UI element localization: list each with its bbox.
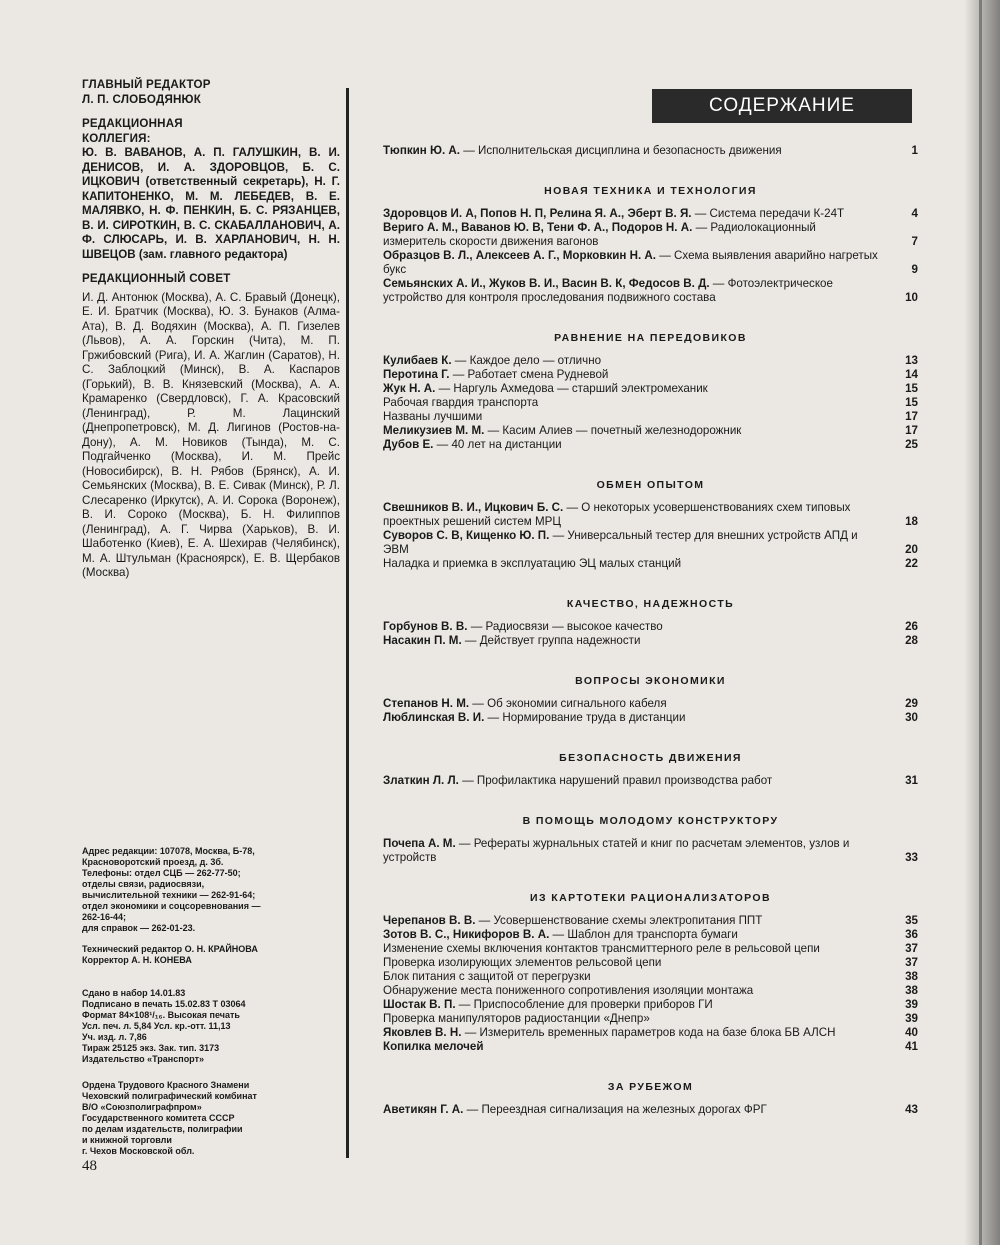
- toc-entry-title: Наладка и приемка в эксплуатацию ЭЦ малых станций: [383, 557, 682, 570]
- toc-entry-page: 31: [905, 774, 918, 787]
- toc-entry-page: 15: [905, 396, 918, 409]
- page-number: 48: [82, 1158, 97, 1174]
- toc-entry-author: Черепанов В. В.: [383, 914, 476, 927]
- toc-entry-page: 38: [905, 984, 918, 997]
- toc-entry[interactable]: [383, 424, 918, 438]
- toc-entry-text: [383, 382, 880, 396]
- toc-entry-text: [383, 557, 880, 571]
- toc-entry[interactable]: [383, 634, 918, 648]
- editorial-board-members: Ю. В. ВАВАНОВ, А. П. ГАЛУШКИН, В. И. ДЕНИСОВ, И. А. ЗДОРОВЦОВ, Б. С. ИЦКОВИЧ (ответственный секретарь), Н. Г. КАПИТОНЕНКО, М. М. ЛЕБЕДЕВ, В. Е. МАЛЯВКО, Н. Ф. ПЕНКИН, Б. С. РЯЗАНЦЕВ, В. И. СИРОТКИН, В. С. СКАБАЛЛАНОВИЧ, А. Ф. СЛЮСАРЬ, И. В. ХАРЛАНОВИЧ, Н. Н. ШВЕЦОВ (зам. главного редактора): [82, 146, 340, 261]
- toc-entry-page: 28: [905, 634, 918, 647]
- section-title: НОВАЯ ТЕХНИКА И ТЕХНОЛОГИЯ: [544, 185, 757, 197]
- toc-entry-text: [383, 354, 880, 368]
- toc-entry-page: 15: [905, 382, 918, 395]
- toc-entry-text: [383, 1040, 880, 1054]
- toc-entry-page: 20: [905, 543, 918, 556]
- toc-entry-text: [383, 697, 880, 711]
- toc-entry-title: — Система передачи К-24Т: [691, 207, 845, 220]
- toc-entry-page: 10: [905, 291, 918, 304]
- toc-entry-text: [383, 1103, 880, 1117]
- toc-entry-title: Проверка манипуляторов радиостанции «Днепр»: [383, 1012, 650, 1025]
- toc-entry-text: [383, 501, 880, 529]
- editorial-council-label: РЕДАКЦИОННЫЙ СОВЕТ: [82, 272, 231, 285]
- toc-entry[interactable]: [383, 1040, 918, 1054]
- toc-entry-text: [383, 249, 880, 277]
- imprint-print: [82, 988, 332, 1065]
- toc-entry-author: Здоровцов И. А, Попов Н. П, Релина Я. А., Эберт В. Я.: [383, 207, 692, 220]
- toc-entry-text: [383, 970, 880, 984]
- toc-entry-text: [383, 774, 880, 788]
- toc-entry-author: Горбунов В. В.: [383, 620, 468, 633]
- section-title: ОБМЕН ОПЫТОМ: [596, 479, 705, 491]
- toc-entry-page: 26: [905, 620, 918, 633]
- toc-entry[interactable]: [383, 529, 918, 557]
- imprint-line: и книжной торговли: [82, 1135, 172, 1145]
- toc-entry-title: — Профилактика нарушений правил производства работ: [458, 774, 773, 787]
- toc-entry-title: — Каждое дело — отлично: [451, 354, 602, 367]
- toc-entry[interactable]: [383, 697, 918, 711]
- toc-entry-text: [383, 221, 880, 249]
- toc-entry-page: 4: [911, 207, 918, 220]
- toc-entry[interactable]: [383, 144, 918, 158]
- imprint-line: Телефоны: отдел СЦБ — 262-77-50;: [82, 868, 241, 878]
- toc-entry[interactable]: [383, 382, 918, 396]
- page-edge: [979, 0, 982, 1245]
- section-title: ИЗ КАРТОТЕКИ РАЦИОНАЛИЗАТОРОВ: [530, 892, 771, 904]
- toc-entry-page: 35: [905, 914, 918, 927]
- toc-entry-text: [383, 277, 880, 305]
- toc-entry-text: [383, 837, 880, 865]
- toc-entry-author: Аветикян Г. А.: [383, 1103, 464, 1116]
- toc-entry-title: Рабочая гвардия транспорта: [383, 396, 539, 409]
- toc-entry-page: 41: [905, 1040, 918, 1053]
- section-title: В ПОМОЩЬ МОЛОДОМУ КОНСТРУКТОРУ: [522, 815, 779, 827]
- toc-entry-text: [383, 998, 880, 1012]
- toc-entry-author: Свешников В. И., Ицкович Б. С.: [383, 501, 564, 514]
- toc-entry-author: Златкин Л. Л.: [383, 774, 459, 787]
- toc-entry-page: 37: [905, 956, 918, 969]
- toc-entry-title: — Усовершенствование схемы электропитания ППТ: [475, 914, 763, 927]
- toc-entry-title: Обнаружение места пониженного сопротивления изоляции монтажа: [383, 984, 754, 997]
- contents-header: СОДЕРЖАНИЕ: [652, 89, 912, 123]
- section-title: ВОПРОСЫ ЭКОНОМИКИ: [575, 675, 726, 687]
- editorial-council-members: И. Д. Антонюк (Москва), А. С. Бравый (Донецк), Е. И. Братчик (Москва), Ю. З. Бунаков (Алма-Ата), В. Д. Водяхин (Москва), А. П. Гизелев (Львов), А. А. Горскин (Чита), М. П. Гржибовский (Рига), И. А. Жаглин (Саратов), Н. С. Заблоцкий (Минск), В. А. Каспаров (Горький), В. В. Князевский (Москва), А. А. Крамаренко (Свердловск), Г. А. Красовский (Ленинград), Р. М. Лацинский (Днепропетровск), М. Д. Лигинов (Ростов-на-Дону), А. М. Новиков (Тында), М. С. Подгайченко (Москва), И. М. Прейс (Новосибирск), В. Н. Рябов (Брянск), А. И. Семьянских (Москва), В. Е. Сивак (Минск), Р. Л. Слесаренко (Иркутск), А. И. Сорока (Воронеж), В. И. Сороко (Москва), Б. Н. Филиппов (Ленинград), А. Г. Чирва (Харьков), В. И. Шаботенко (Киев), Е. А. Шехирав (Челябинск), М. А. Штульман (Красноярск), Е. В. Щербаков (Москва): [82, 290, 340, 579]
- toc-entry-text: [383, 396, 880, 410]
- toc-entry-text: [383, 207, 880, 221]
- imprint-line: Усл. печ. л. 5,84 Усл. кр.-отт. 11,13: [82, 1021, 231, 1031]
- toc-entry[interactable]: [383, 277, 918, 305]
- toc-entry[interactable]: [383, 1012, 918, 1026]
- imprint-editors: [82, 944, 332, 966]
- imprint-line: по делам издательств, полиграфии: [82, 1124, 243, 1134]
- toc-entry-page: 30: [905, 711, 918, 724]
- toc-entry-title: — Касим Алиев — почетный железнодорожник: [484, 424, 742, 437]
- toc-entry[interactable]: [383, 207, 918, 221]
- section-title: ЗА РУБЕЖОМ: [607, 1081, 694, 1093]
- toc-entry-author: Образцов В. Л., Алексеев А. Г., Морковкин Н. А.: [383, 249, 657, 262]
- toc-entry-title: Блок питания с защитой от перегрузки: [383, 970, 591, 983]
- imprint-line: Тираж 25125 экз. Зак. тип. 3173: [82, 1043, 220, 1053]
- toc-entry[interactable]: [383, 970, 918, 984]
- toc-entry[interactable]: [383, 396, 918, 410]
- toc-entry-title: — Измеритель временных параметров кода на базе блока БВ АЛСН: [461, 1026, 836, 1039]
- toc-entry-title: — Радиолокационный измеритель скорости движения вагонов: [383, 221, 816, 248]
- toc-entry-title: — Работает смена Рудневой: [449, 368, 609, 381]
- imprint-line: Уч. изд. л. 7,86: [82, 1032, 147, 1042]
- imprint-line: Издательство «Транспорт»: [82, 1054, 204, 1064]
- page-binding-shadow: [964, 0, 1000, 1245]
- imprint-address: [82, 846, 332, 934]
- toc-entry-text: [383, 1026, 880, 1040]
- toc-entry[interactable]: [383, 501, 918, 529]
- toc-entry-title: Изменение схемы включения контактов трансмиттерного реле в рельсовой цепи: [383, 942, 820, 955]
- toc-entry-title: — Нормирование труда в дистанции: [484, 711, 686, 724]
- toc-entry-page: 18: [905, 515, 918, 528]
- toc-entry-text: [383, 928, 880, 942]
- toc-entry[interactable]: [383, 998, 918, 1012]
- toc-entry-text: [383, 424, 880, 438]
- section-title: БЕЗОПАСНОСТЬ ДВИЖЕНИЯ: [559, 752, 742, 764]
- section-title: РАВНЕНИЕ НА ПЕРЕДОВИКОВ: [554, 332, 747, 344]
- imprint-line: Государственного комитета СССР: [82, 1113, 235, 1123]
- imprint-line: Технический редактор О. Н. КРАЙНОВА: [82, 944, 258, 954]
- chief-editor-name: Л. П. СЛОБОДЯНЮК: [82, 92, 201, 106]
- toc-entry-author: Шостак В. П.: [383, 998, 456, 1011]
- toc-entry[interactable]: [383, 837, 918, 865]
- toc-entry-title: Названы лучшими: [383, 410, 483, 423]
- imprint-line: Корректор А. Н. КОНЕВА: [82, 955, 192, 965]
- imprint-line: Адрес редакции: 107078, Москва, Б-78,: [82, 846, 255, 856]
- toc-entry-page: 17: [905, 410, 918, 423]
- imprint-line: Подписано в печать 15.02.83 Т 03064: [82, 999, 246, 1009]
- imprint-line: Красноворотский проезд, д. 3б.: [82, 857, 224, 867]
- toc-entry-author: Меликузиев М. М.: [383, 424, 485, 437]
- toc-entry[interactable]: [383, 620, 918, 634]
- toc-entry[interactable]: [383, 956, 918, 970]
- chief-editor-label: ГЛАВНЫЙ РЕДАКТОР: [82, 78, 211, 91]
- imprint-line: Формат 84×108¹/₁₆. Высокая печать: [82, 1010, 240, 1020]
- toc-entry-author: Тюпкин Ю. А.: [383, 144, 460, 157]
- toc-entry-title: — Рефераты журнальных статей и книг по расчетам элементов, узлов и устройств: [383, 837, 850, 864]
- toc-entry-text: [383, 956, 880, 970]
- toc-entry-page: 25: [905, 438, 918, 451]
- toc-entry-text: [383, 620, 880, 634]
- toc-entry-title: — Универсальный тестер для внешних устройств АПД и ЭВМ: [383, 529, 858, 556]
- imprint-line: В/О «Союзполиграфпром»: [82, 1102, 202, 1112]
- toc-entry-title: — Шаблон для транспорта бумаги: [549, 928, 738, 941]
- toc-entry[interactable]: [383, 410, 918, 424]
- imprint-line: отдел экономики и соцсоревнования —: [82, 901, 261, 911]
- toc-entry-page: 43: [905, 1103, 918, 1116]
- toc-entry[interactable]: [383, 221, 918, 249]
- section-title: КАЧЕСТВО, НАДЕЖНОСТЬ: [566, 598, 735, 610]
- toc-entry-page: 29: [905, 697, 918, 710]
- toc-entry-page: 33: [905, 851, 918, 864]
- toc-entry[interactable]: [383, 928, 918, 942]
- toc-entry-author: Жук Н. А.: [383, 382, 436, 395]
- toc-entry[interactable]: [383, 438, 918, 452]
- toc-entry[interactable]: [383, 1026, 918, 1040]
- toc-entry-page: 14: [905, 368, 918, 381]
- toc-entry[interactable]: [383, 249, 918, 277]
- toc-entry-page: 40: [905, 1026, 918, 1039]
- imprint-line: для справок — 262-01-23.: [82, 923, 196, 933]
- toc-entry-text: [383, 438, 880, 452]
- imprint-printer: [82, 1080, 332, 1157]
- toc-entry-title: — Схема выявления аварийно нагретых букс: [383, 249, 878, 276]
- toc-entry-page: 39: [905, 998, 918, 1011]
- toc-entry-text: [383, 410, 880, 424]
- toc-entry-author: Перотина Г.: [383, 368, 450, 381]
- toc-entry-author: Степанов Н. М.: [383, 697, 470, 710]
- toc-entry-text: [383, 144, 880, 158]
- toc-entry-title: — Фотоэлектрическое устройство для контроля проследования подвижного состава: [383, 277, 833, 304]
- toc-entry-author: Дубов Е.: [383, 438, 434, 451]
- toc-entry-page: 13: [905, 354, 918, 367]
- toc-entry-title: — Переездная сигнализация на железных дорогах ФРГ: [463, 1103, 767, 1116]
- imprint-line: Сдано в набор 14.01.83: [82, 988, 186, 998]
- toc-entry-author: Семьянских А. И., Жуков В. И., Васин В. К, Федосов В. Д.: [383, 277, 710, 290]
- toc-entry-page: 1: [911, 144, 918, 157]
- toc-entry-title: — Исполнительская дисциплина и безопасность движения: [459, 144, 782, 157]
- table-of-contents: [383, 140, 918, 1117]
- toc-entry-title: — Приспособление для проверки приборов ГИ: [455, 998, 713, 1011]
- toc-entry-page: 37: [905, 942, 918, 955]
- toc-entry-author: Кулибаев К.: [383, 354, 452, 367]
- toc-entry-text: [383, 711, 880, 725]
- imprint-line: Чеховский полиграфический комбинат: [82, 1091, 257, 1101]
- toc-entry-page: 9: [911, 263, 918, 276]
- toc-entry-text: [383, 942, 880, 956]
- toc-entry[interactable]: [383, 1103, 918, 1117]
- toc-entry-page: 38: [905, 970, 918, 983]
- toc-entry-title: Проверка изолирующих элементов рельсовой цепи: [383, 956, 662, 969]
- toc-entry-text: [383, 529, 880, 557]
- toc-entry-text: [383, 984, 880, 998]
- toc-entry-author: Вериго А. М., Ваванов Ю. В, Тени Ф. А., Подоров Н. А.: [383, 221, 693, 234]
- imprint-line: г. Чехов Московской обл.: [82, 1146, 195, 1156]
- masthead: [82, 78, 340, 591]
- toc-entry-page: 7: [911, 235, 918, 248]
- toc-entry-title: — О некоторых усовершенствованиях схем типовых проектных решений систем МРЦ: [383, 501, 851, 528]
- toc-entry-page: 36: [905, 928, 918, 941]
- toc-entry[interactable]: [383, 774, 918, 788]
- toc-entry[interactable]: [383, 368, 918, 382]
- toc-entry-title: — Действует группа надежности: [461, 634, 641, 647]
- toc-entry-author: Люблинская В. И.: [383, 711, 485, 724]
- toc-entry-text: [383, 1012, 880, 1026]
- toc-entry[interactable]: [383, 354, 918, 368]
- toc-entry-author: Почепа А. М.: [383, 837, 456, 850]
- toc-entry[interactable]: [383, 914, 918, 928]
- imprint-line: Ордена Трудового Красного Знамени: [82, 1080, 250, 1090]
- imprint-line: вычислительной техники — 262-91-64;: [82, 890, 256, 900]
- toc-entry-author: Копилка мелочей: [383, 1040, 484, 1053]
- toc-entry[interactable]: [383, 942, 918, 956]
- editorial-board-label-1: РЕДАКЦИОННАЯ: [82, 117, 183, 130]
- toc-entry-page: 17: [905, 424, 918, 437]
- toc-entry-author: Насакин П. М.: [383, 634, 462, 647]
- toc-entry-page: 39: [905, 1012, 918, 1025]
- toc-entry-text: [383, 914, 880, 928]
- toc-entry[interactable]: [383, 984, 918, 998]
- toc-entry-author: Зотов В. С., Никифоров В. А.: [383, 928, 550, 941]
- editorial-board-label-2: КОЛЛЕГИЯ:: [82, 131, 151, 145]
- toc-entry-text: [383, 634, 880, 648]
- toc-entry[interactable]: [383, 557, 918, 571]
- toc-entry-title: — Радиосвязи — высокое качество: [467, 620, 663, 633]
- toc-entry-title: — 40 лет на дистанции: [433, 438, 562, 451]
- column-divider: [346, 88, 349, 1158]
- toc-entry-page: 22: [905, 557, 918, 570]
- toc-entry-author: Суворов С. В, Кищенко Ю. П.: [383, 529, 550, 542]
- imprint-line: отделы связи, радиосвязи,: [82, 879, 205, 889]
- toc-entry[interactable]: [383, 711, 918, 725]
- toc-entry-title: — Об экономии сигнального кабеля: [469, 697, 667, 710]
- imprint-line: 262-16-44;: [82, 912, 127, 922]
- toc-entry-title: — Наргуль Ахмедова — старший электромеханик: [435, 382, 708, 395]
- toc-entry-author: Яковлев В. Н.: [383, 1026, 462, 1039]
- toc-entry-text: [383, 368, 880, 382]
